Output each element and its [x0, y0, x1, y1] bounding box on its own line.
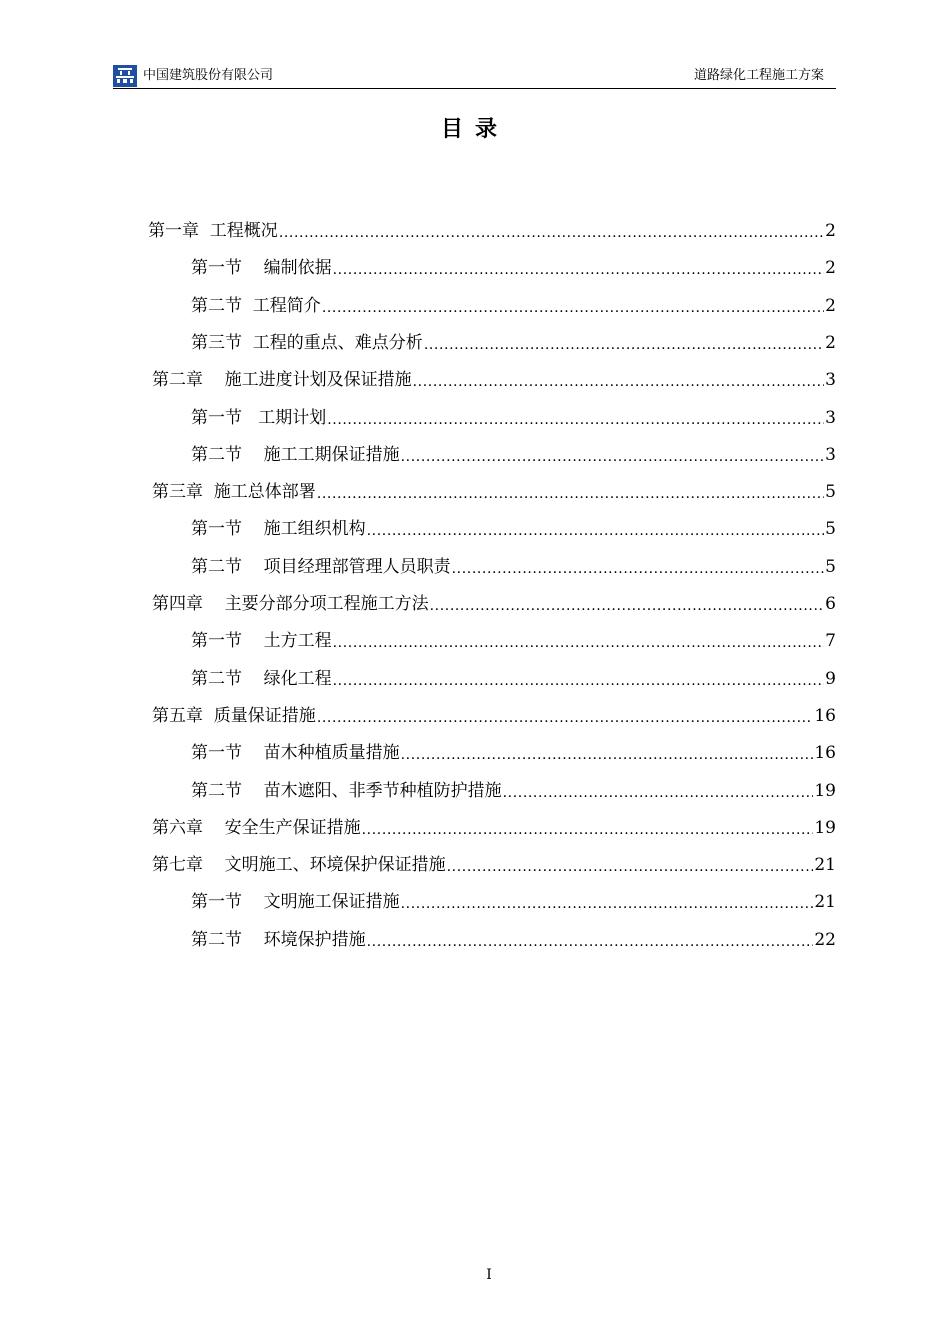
toc-entry-page: 2	[825, 221, 836, 241]
toc-entry-page: 9	[825, 669, 836, 689]
toc-entry-label: 第二节 苗木遮阳、非季节种植防护措施	[191, 781, 502, 801]
toc-entry-page: 22	[814, 930, 836, 950]
toc-heading: 目录	[440, 116, 509, 142]
toc-chapter-entry[interactable]	[152, 591, 836, 615]
toc-leader-dots	[367, 522, 825, 540]
company-name: 中国建筑股份有限公司	[143, 68, 274, 83]
toc-leader-dots	[333, 672, 825, 690]
toc-entry-page: 3	[825, 370, 836, 390]
toc-leader-dots	[322, 299, 824, 317]
toc-entry-page: 7	[825, 631, 836, 651]
toc-chapter-entry[interactable]	[152, 852, 836, 876]
toc-entry-page: 5	[825, 482, 836, 502]
toc-leader-dots	[362, 821, 814, 839]
toc-leader-dots	[424, 336, 824, 354]
toc-entry-page: 5	[825, 557, 836, 577]
page-number: I	[486, 1267, 492, 1283]
toc-leader-dots	[327, 411, 824, 429]
toc-entry-label: 第二节 项目经理部管理人员职责	[191, 557, 451, 577]
toc-entry-label: 第三节 工程的重点、难点分析	[191, 333, 423, 353]
toc-entry-page: 16	[814, 743, 836, 763]
toc-entry-label: 第二节 施工工期保证措施	[191, 445, 400, 465]
toc-section-entry[interactable]	[191, 554, 836, 578]
toc-leader-dots	[401, 895, 814, 913]
toc-leader-dots	[452, 560, 825, 578]
toc-leader-dots	[333, 261, 825, 279]
toc-entry-label: 第一章 工程概况	[148, 221, 278, 241]
toc-section-entry[interactable]	[191, 628, 836, 652]
toc-entry-label: 第二节 环境保护措施	[191, 930, 366, 950]
toc-leader-dots	[401, 448, 825, 466]
toc-section-entry[interactable]	[191, 778, 836, 802]
toc-section-entry[interactable]	[191, 516, 836, 540]
toc-section-entry[interactable]	[191, 927, 836, 951]
toc-leader-dots	[413, 373, 825, 391]
company-logo-icon	[113, 65, 137, 87]
toc-chapter-entry[interactable]	[152, 703, 836, 727]
toc-section-entry[interactable]	[191, 889, 836, 913]
toc-entry-label: 第四章 主要分部分项工程施工方法	[152, 594, 429, 614]
toc-leader-dots	[430, 597, 825, 615]
toc-entry-page: 6	[825, 594, 836, 614]
toc-entry-page: 21	[814, 892, 836, 912]
toc-section-entry[interactable]	[191, 405, 836, 429]
toc-entry-page: 21	[814, 855, 836, 875]
toc-entry-page: 2	[825, 333, 836, 353]
toc-chapter-entry[interactable]	[152, 367, 836, 391]
toc-entry-label: 第一节 工期计划	[191, 408, 327, 428]
toc-entry-page: 5	[825, 519, 836, 539]
toc-section-entry[interactable]	[191, 666, 836, 690]
toc-entry-label: 第六章 安全生产保证措施	[152, 818, 361, 838]
toc-leader-dots	[367, 933, 814, 951]
toc-entry-label: 第一节 苗木种植质量措施	[191, 743, 400, 763]
toc-entry-label: 第二章 施工进度计划及保证措施	[152, 370, 412, 390]
toc-leader-dots	[317, 709, 814, 727]
toc-entry-label: 第一节 文明施工保证措施	[191, 892, 400, 912]
toc-section-entry[interactable]	[191, 255, 836, 279]
toc-entry-page: 2	[825, 296, 836, 316]
toc-entry-label: 第一节 土方工程	[191, 631, 332, 651]
toc-entry-label: 第一节 施工组织机构	[191, 519, 366, 539]
toc-entry-page: 19	[814, 781, 836, 801]
toc-section-entry[interactable]	[191, 330, 836, 354]
toc-section-entry[interactable]	[191, 740, 836, 764]
toc-entry-label: 第七章 文明施工、环境保护保证措施	[152, 855, 446, 875]
toc-entry-page: 16	[814, 706, 836, 726]
toc-chapter-entry[interactable]	[152, 815, 836, 839]
toc-leader-dots	[401, 746, 814, 764]
toc-leader-dots	[447, 858, 814, 876]
toc-section-entry[interactable]	[191, 293, 836, 317]
page-header	[113, 62, 836, 89]
toc-chapter-entry[interactable]	[148, 218, 836, 242]
toc-chapter-entry[interactable]	[152, 479, 836, 503]
toc-entry-label: 第三章 施工总体部署	[152, 482, 316, 502]
toc-entry-page: 3	[825, 445, 836, 465]
toc-leader-dots	[279, 224, 824, 242]
toc-leader-dots	[503, 784, 814, 802]
toc-entry-label: 第二节 工程简介	[191, 296, 321, 316]
toc-entry-page: 2	[825, 258, 836, 278]
toc-entry-label: 第二节 绿化工程	[191, 669, 332, 689]
toc-entry-page: 19	[814, 818, 836, 838]
toc-entry-label: 第五章 质量保证措施	[152, 706, 316, 726]
toc-entry-page: 3	[825, 408, 836, 428]
toc-leader-dots	[333, 634, 825, 652]
toc-leader-dots	[317, 485, 824, 503]
toc-entry-label: 第一节 编制依据	[191, 258, 332, 278]
document-title: 道路绿化工程施工方案	[693, 68, 824, 83]
toc-section-entry[interactable]	[191, 442, 836, 466]
